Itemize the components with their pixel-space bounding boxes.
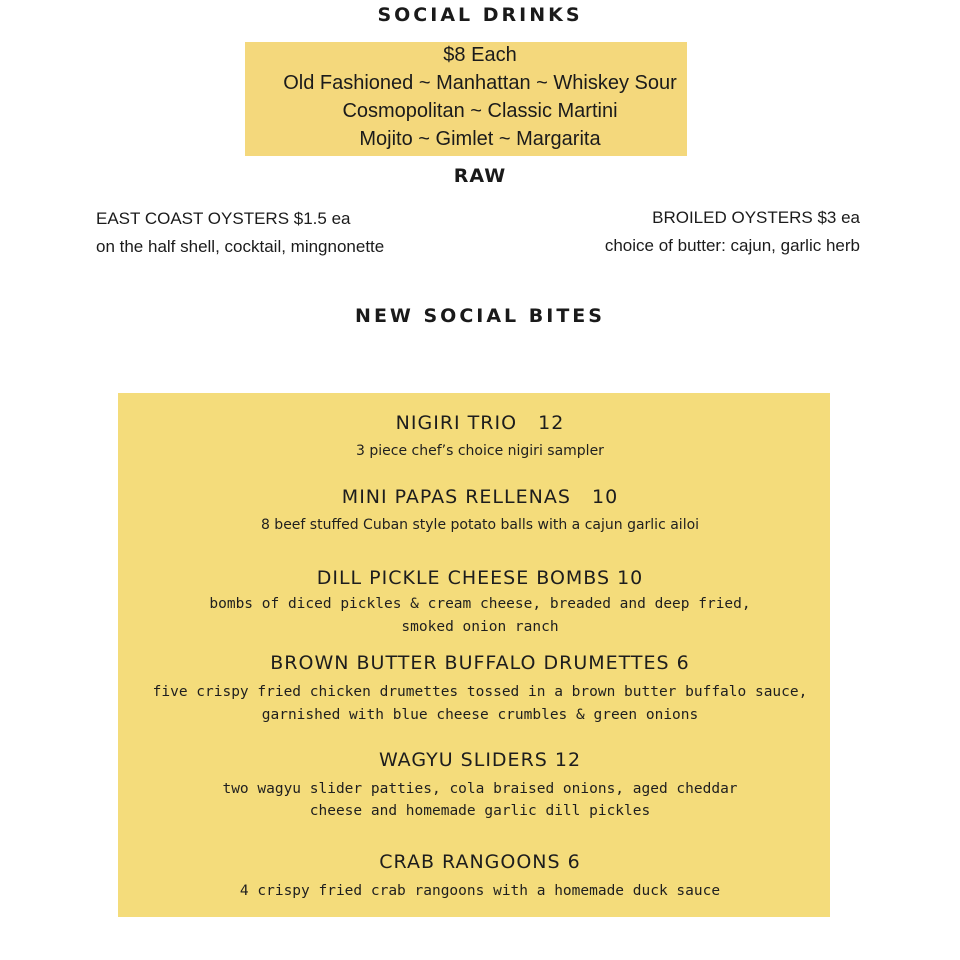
menu-item-name-dill-pickle-cheese-bombs: DILL PICKLE CHEESE BOMBS 10 [316,567,644,589]
new-social-bites-heading: NEW SOCIAL BITES [355,305,605,327]
menu-item-desc-crab-rangoons: 4 crispy fried crab rangoons with a homemade duck sauce [239,883,721,899]
menu-item-desc-dill-pickle-cheese-bombs-2: smoked onion ranch [401,619,559,635]
menu-item-name-wagyu-sliders: WAGYU SLIDERS 12 [378,749,582,771]
east-coast-oysters-desc: on the half shell, cocktail, mingnonette [96,237,385,256]
menu-item-desc-dill-pickle-cheese-bombs-1: bombs of diced pickles & cream cheese, breaded and deep fried, [209,596,751,612]
menu-item-desc-mini-papas-rellenas: 8 beef stuffed Cuban style potato balls with a cajun garlic ailoi [260,517,700,533]
menu-item-name-crab-rangoons: CRAB RANGOONS 6 [379,851,581,873]
broiled-oysters-desc: choice of butter: cajun, garlic herb [604,236,860,255]
raw-heading: RAW [453,165,507,187]
menu-item-desc-wagyu-sliders-2: cheese and homemade garlic dill pickles [309,803,651,819]
menu-item-name-mini-papas-rellenas: MINI PAPAS RELLENAS 10 [341,486,619,508]
menu-item-desc-brown-butter-buffalo-drumettes-1: five crispy fried chicken drumettes tossed in a brown butter buffalo sauce, [152,684,808,700]
drinks-line-2: Cosmopolitan ~ Classic Martini [342,100,618,122]
menu-item-name-brown-butter-buffalo-drumettes: BROWN BUTTER BUFFALO DRUMETTES 6 [270,652,690,674]
drinks-price: $8 Each [443,44,517,66]
menu-item-desc-wagyu-sliders-1: two wagyu slider patties, cola braised onions, aged cheddar [222,781,738,797]
east-coast-oysters-title: EAST COAST OYSTERS $1.5 ea [96,209,351,228]
menu-item-name-nigiri-trio: NIGIRI TRIO 12 [395,412,565,434]
menu-item-desc-brown-butter-buffalo-drumettes-2: garnished with blue cheese crumbles & green onions [261,707,699,723]
menu-item-desc-nigiri-trio: 3 piece chef’s choice nigiri sampler [356,443,604,459]
drinks-line-3: Mojito ~ Gimlet ~ Margarita [359,128,601,150]
drinks-line-1: Old Fashioned ~ Manhattan ~ Whiskey Sour [283,72,677,94]
social-drinks-heading: SOCIAL DRINKS [377,4,583,26]
broiled-oysters-title: BROILED OYSTERS $3 ea [652,208,860,227]
